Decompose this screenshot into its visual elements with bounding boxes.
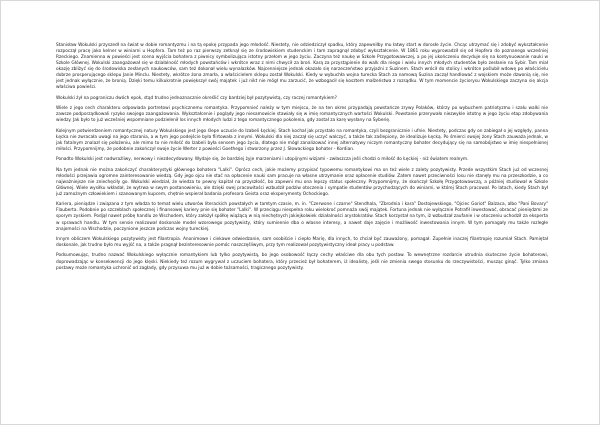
paragraph-question: Wokulski żył na pograniczu dwóch epok, stąd trudno jednoznacznie określić czy bardziej był pozytywistą, czy raczej romantykiem? — [56, 95, 337, 101]
paragraph-sensitivity: Ponadto Wokulski jest nadwrażliwy, nerwowy i niezdecydowany. Wydaje się, że bardziej żyje marzeniami i utopijnymi wizjami - zwłaszcza jeśli chodzi o miłość do Łęckiej - niż światem realnym. — [56, 157, 469, 163]
paragraph-romantic-traits: Wiele z jego cech charakteru odpowiada portretowi psychicznemu romantyka. Przypomnieć należy w tym miejscu, że na ten okres przypadają powstańcze zrywy Polaków, którzy po wybuchem patriotyzmu i szału walki nie zawsze podporządkowali ryzyko swojego zaangażowania. Wykształcenie i poglądy jego niesamowicie stawiały się w imię romantycznych wartości Wokulski. Powstanie przerywało niezwykle istotny w jego życiu etap zdobywania wiedzy. Jak było to już wcześniej wspomniane podzielenił los innych młodych ludzi z tego romantycznego pokolenia, gdy został za karę wysłany na Syberię. — [56, 106, 548, 124]
paragraph-positivist-education: Na tym jednak nie można zakończyć charakterystyki głównego bohatera "Lalki". Oprócz cech, jakie możemy przypisać typowemu romantykowi ma on też wiele z zalety pozytywisty. Przede wszystkim Stach już od wczesnej młodości przejawia ogromne zainteresowanie wiedzą. Gdy jego ojcu nie stać na opłacenie nauki sam pracuje na własne utrzymanie oraz opłacenie studiów. Zatem nawet przeciwności losu nie stanęły mu na przeszkodzie, a co najważniejsze nie zniechęciły go. Wokulski wiedział, że wiedza to pewny kapitał na przyszłość, bo zapewni mu ona lepszy status społeczny. Przypomnijmy, że skończył Szkołę Przygotowawczą, a później studiował w Szkole Głównej. Wiele wysiłku wkładał, że wytrwa w swym postanowieniu, ale dzięki swej pracowitości wzbudził podziw otoczenia i sympatie studentów przychodzących do winiarni, w której Stach pracował. Po latach, kiedy Stach był już zamożnym człowiekiem i szanowanym kupcem, chętnie wspierał badania profesora Geista oraz eksperymenty Ochockiego. — [56, 167, 548, 197]
paragraph-career-and-money: Kariera, pieniądze i związana z tym władza to temat wielu utworów literackich powstałych w tamtym czasie, m. in. "Czerwone i czarne" Stendhala, "Zbrodnia i kara" Dostojewskiego, "Ojciec Goriot" Balzaca, albo "Pani Bovary" Flauberta. Podobnie po szczeblach społecznej i finansowej kariery pnie się bohater "Lalki". W przeciągu niespełna roku wielokroć pomnaża swój majątek. Fortuna jednak nie wyłącznie Potrafił inwestować, obracać pieniędzmi ze sporym zyskiem. Podjął nawet próbę handlu ze Wschodem, który założył spółkę wiążącą w nią niechętnych jakiejkolwiek działalności arystokratów. Stach korzystał na tym, iż wzbudzał zaufanie i w otoczeniu uchodził za eksperta w sprawach handlu. W tym sensie realizował doskonale model wzorowego pozytywisty, który sumiennie dba o własne interesy, a nawet daje zajęcie i możliwość inwestowania innym. W tym pomagały mu także rozległe znajomości na Wschodzie, poczynione jeszcze podczas wojny tureckiej. — [56, 202, 548, 232]
paragraph-biography: Stanisław Wokulski przyszedł na świat w dobie romantyzmu i na tą epokę przypada jego młodość. Niestety, nie odziedziczył spadku, który zapewniłby mu łatwy start w dorosłe życie. Chcąc utrzymać się i zdobyć wykształcenie rozpoczął pracę jako kelner w winiarni u Hopfera. Tam też po raz pierwszy zetknął się ze środowiskiem studenckim i tam zapragnął zdobyć wykształcenie. W 1861 roku wyprowadził się od Hopfera do poznanego wcześniej Rzeckiego. Znamienna w powieści jest scena wyjścia bohatera z piwnicy symbolizująca istotny przełom w jego życiu. Zaczyna też naukę w Szkole Przygotowawczej, a po jej ukończeniu decyduje się na kontynuowanie nauki w Szkole Głównej. Wokulski zaangażował się w działalność młodych powstańców i wkrótce wraz z nimi chwycił za broń. Karą za przystąpienie do walk dla niego i wielu innych młodych studentów było zesłanie na Sybir. Tam miał okazję zbliżyć się do środowiska zesłanych naukowców, sam też dokonał wielu wynalazków. Najcenniejsze jednak okazało się narzeczeństwo przyjaźni z Suzinem. Stach wrócił do stolicy i wkrótce poślubił wdowę po właścicielu dobrze prosperującego sklepu Janie Minclu. Niestety, wkrótce żona zmarła, a właścicielem sklepu został Wokulski. Kiedy w wybuchła wojna turecka Stach za namową Suzina zaczął handlować z wojskiem może dzwonią się, nie jest jednak wyłącznie, że bronią. Dzięki temu kilkukrotnie powiększył swój majątek i już nikt nie mógł mu zarzucić, że wzbogacił się kosztem małżeństwa z rozsądku. W tym momencie życiorysu Wokulskiego zaczyna się akcja właściwa powieści. — [56, 43, 548, 91]
paragraph-love-for-izabela: Kolejnym potwierdzeniem romantycznej natury Wokulskiego jest jego ślepe uczucie do Izabeli Łęckiej. Stach kochał jak przystało na romantyka, czyli bezgranicznie i ufnie. Niestety, podczas gdy on zabiegał o jej względy, panna Łęcka nie zwracała uwagi na jego starania, a w tym jego podejście była flirtowała z innymi. Wokulski dla niej zaczął się uczyć walczyć, a także tak zaślepiony, że idealizuje Łęcką. Po śmierci swojej żony Stach zauważa jednak, w jak fatalnym znalazł się położeniu, ale mimo to nie miłość do Izabeli była sensem jego życia, dlatego nie mógł zanalizować innej alternatywy niczym romantyczny bohater decydujący się na samobójstwo w imię niespełnionej miłości. Przypomnijmy, że podobnie zakończył swoje życie Werter z powieści Goethego i stworzony przez J. Słowackiego bohater - Kordian. — [56, 128, 548, 152]
paragraph-summary: Podsumowując, trudno nazwać Wokulskiego wyłącznie romantykiem lub tylko pozytywistą, bo jego osobowość łączy cechy właściwe dla obu tych postaw. To wewnętrzne rozdarcie utrudnia skuteczne życie bohaterowi, doprowadzając w konsekwencji do jego klęski. Niekiedy też rozum wygrywał z uczuciem bohatera, który przecież był bohaterem, iż idealistę, jeśli nie zmienia swego stosunku do rzeczywistości, musząc ginąć. Tylko zmiana postawy może romantyka uchronić od zagłady, gdy przysuwa mu już w dobie tożsamości, tragicznego pozytywisty. — [56, 253, 548, 271]
document-body — [56, 43, 548, 276]
paragraph-philanthropy: Innym obliczem Wokulskiego pozytywisty jest filantropia. Anonimowe i ciekawe odwiedzanie, sam osobiście i ciepło Marię, dla innych, to chciał być zauważony, pomagał. Zupełnie inaczej filantropię rozumiał Stach. Pamiętał doskonale, jak trudno było mu wyjść na, a także pragnął bezinteresownie pomóc naszczęśliwym, przy tym realizował pozytywistyczny ideał pracy u podstaw. — [56, 237, 548, 249]
